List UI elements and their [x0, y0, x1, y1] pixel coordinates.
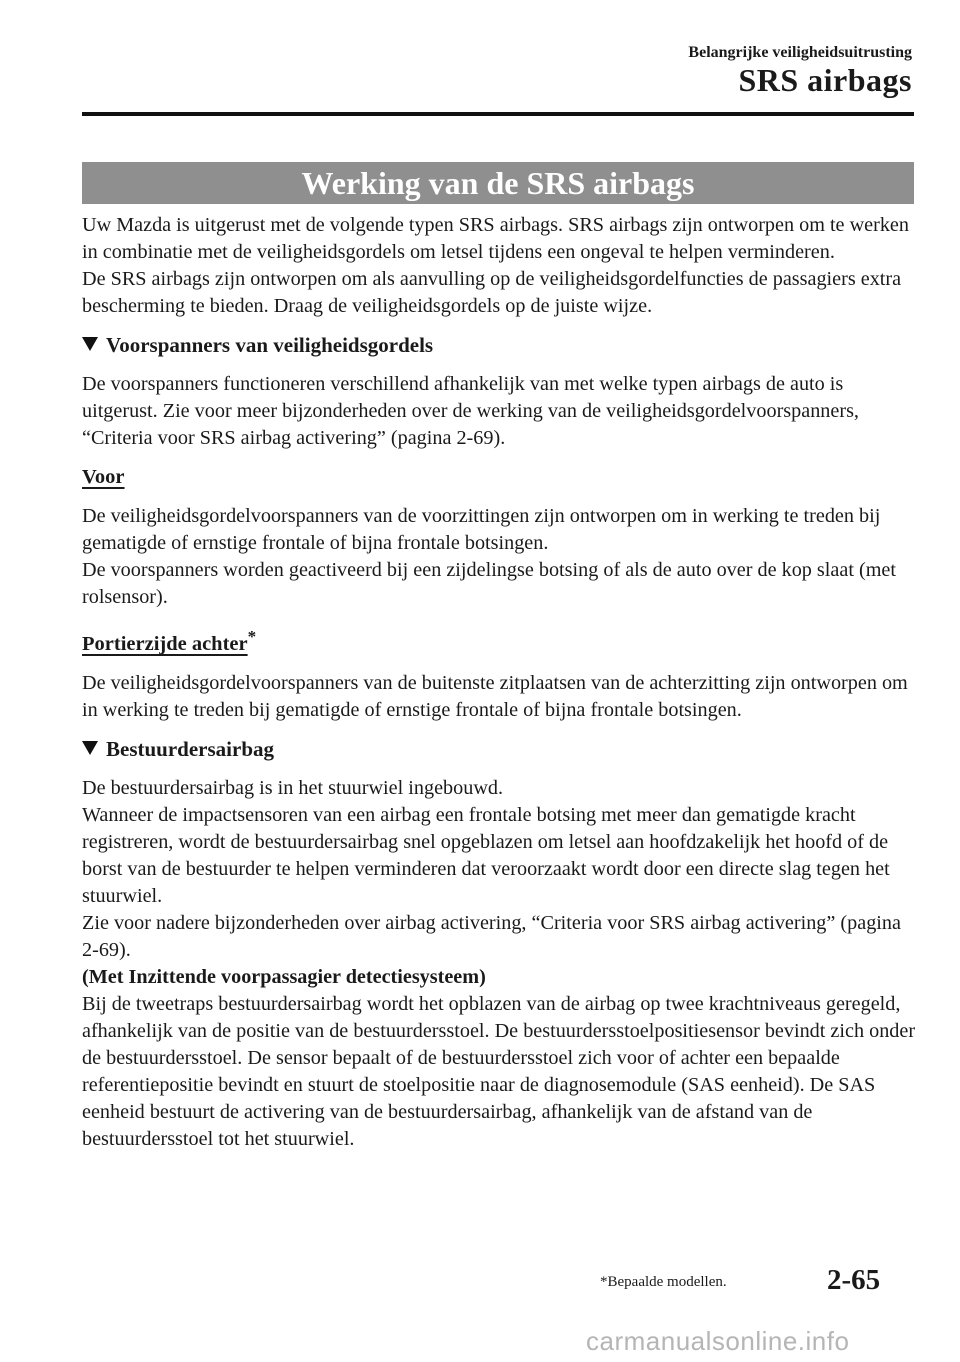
- footnote: *Bepaalde modellen.: [600, 1274, 727, 1290]
- driver-airbag-paragraph-4: Bij de tweetraps bestuurdersairbag wordt het opblazen van de airbag op twee krachtniveaus geregeld, afhankelijk van de positie van de bestuurdersstoel. De bestuurdersstoelpositiesensor bevindt zich onder de bestuurdersstoel. De sensor bepaalt of de bestuurdersstoel zich voor of achter een bepaalde referentiepositie bevindt en stuurt de stoelpositie naar de diagnosemodule (SAS eenheid). De SAS eenheid bestuurt de activering van de bestuurdersairbag, afhankelijk van de afstand van de bestuurdersstoel tot het stuurwiel.: [82, 992, 916, 1150]
- intro-paragraph-1: Uw Mazda is uitgerust met de volgende typen SRS airbags. SRS airbags zijn ontworpen om te werken in combinatie met de veiligheidsgordels om letsel tijdens een ongeval te helpen verminderen.: [82, 214, 909, 263]
- header-divider: [82, 112, 914, 116]
- driver-airbag-bold-note: (Met Inzittende voorpassagier detectiesysteem): [82, 965, 486, 988]
- header-section-label: Belangrijke veiligheidsuitrusting: [688, 44, 912, 61]
- driver-airbag-paragraph-2: Wanneer de impactsensoren van een airbag een frontale botsing met meer dan gematigde kracht registreren, wordt de bestuurdersairbag snel opgeblazen om letsel aan hoofdzakelijk het hoofd of de borst van de bestuurder te helpen verminderen dat veroorzaakt wordt door een directe slag tegen het stuurwiel.: [82, 803, 890, 907]
- section-heading-pretensioners: [82, 332, 922, 359]
- subheading-front-label: Voor: [82, 466, 125, 488]
- section-heading-driver-airbag: [82, 736, 922, 763]
- footnote-marker: *: [247, 627, 257, 646]
- front-paragraph-2: De voorspanners worden geactiveerd bij een zijdelingse botsing of als de auto over de kop slaat (met rolsensor).: [82, 559, 896, 608]
- subheading-rear-label: Portierzijde achter: [82, 632, 248, 655]
- intro-paragraph-2: De SRS airbags zijn ontworpen om als aanvulling op de veiligheidsgordelfuncties de passagiers extra bescherming te bieden. Draag de veiligheidsgordels op de juiste wijze.: [82, 268, 902, 317]
- watermark: carmanualsonline.info: [586, 1326, 850, 1356]
- triangle-bullet-icon: [82, 741, 98, 755]
- page-number: 2-65: [827, 1264, 881, 1296]
- driver-airbag-paragraph-1: De bestuurdersairbag is in het stuurwiel ingebouwd.: [82, 776, 504, 799]
- triangle-bullet-icon: [82, 337, 98, 351]
- section-heading-label: Voorspanners van veiligheidsgordels: [106, 333, 434, 357]
- front-paragraph-1: De veiligheidsgordelvoorspanners van de voorzittingen zijn ontworpen om in werking te treden bij gematigde of ernstige frontale of bijna frontale botsingen.: [82, 505, 881, 554]
- header-title: SRS airbags: [738, 62, 912, 98]
- pretensioners-paragraph: De voorspanners functioneren verschillend afhankelijk van met welke typen airbags de auto is uitgerust. Zie voor meer bijzonderheden over de werking van de veiligheidsgordelvoorspanners, “Criteria voor SRS airbag activering” (pagina 2-69).: [82, 373, 859, 449]
- section-banner: Werking van de SRS airbags: [82, 162, 914, 204]
- rear-outboard-paragraph: De veiligheidsgordelvoorspanners van de buitenste zitplaatsen van de achterzitting zijn ontworpen om in werking te treden bij gematigde of ernstige frontale of bijna frontale botsingen.: [82, 671, 908, 721]
- subheading-rear-outboard: [82, 623, 922, 658]
- driver-airbag-paragraph-3: Zie voor nadere bijzonderheden over airbag activering, “Criteria voor SRS airbag activering” (pagina 2-69).: [82, 911, 901, 961]
- subheading-front: [82, 464, 922, 491]
- page-body: [82, 212, 922, 1153]
- section-heading-label: Bestuurdersairbag: [106, 736, 274, 761]
